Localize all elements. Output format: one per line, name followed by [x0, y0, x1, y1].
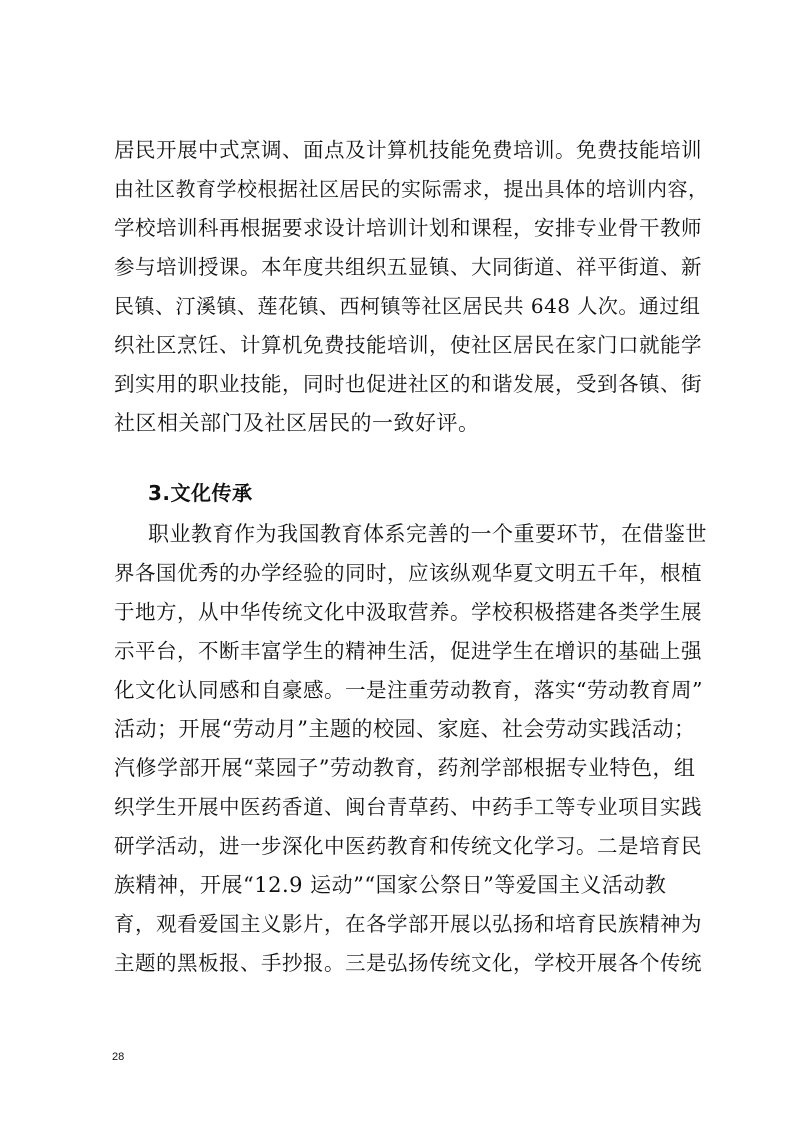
page-number: 28: [112, 1051, 125, 1063]
text-line: 参与培训授课。本年度共组织五显镇、大同街道、祥平街道、新: [114, 255, 702, 279]
text-line: 由社区教育学校根据社区居民的实际需求，提出具体的培训内容，: [114, 177, 709, 201]
text-line: 于地方，从中华传统文化中汲取营养。学校积极搭建各类学生展: [114, 600, 702, 624]
text-line: 示平台，不断丰富学生的精神生活，促进学生在增识的基础上强: [114, 639, 702, 663]
text-line: 学校培训科再根据要求设计培训计划和课程，安排专业骨干教师: [114, 216, 702, 240]
text-line: 研学活动，进一步深化中医药教育和传统文化学习。二是培育民: [114, 834, 702, 858]
text-line: 育，观看爱国主义影片，在各学部开展以弘扬和培育民族精神为: [114, 912, 702, 936]
text-line: 汽修学部开展“菜园子”劳动教育，药剂学部根据专业特色，组: [114, 756, 696, 780]
text-line: 化文化认同感和自豪感。一是注重劳动教育，落实“劳动教育周”: [114, 678, 703, 702]
text-line: 界各国优秀的办学经验的同时，应该纵观华夏文明五千年，根植: [114, 561, 702, 585]
text-line: 活动；开展“劳动月”主题的校园、家庭、社会劳动实践活动；: [114, 717, 696, 741]
text-line: 织社区烹饪、计算机免费技能培训，使社区居民在家门口就能学: [114, 333, 702, 357]
text-line: 到实用的职业技能，同时也促进社区的和谐发展，受到各镇、街: [114, 372, 702, 396]
section-heading: 3.文化传承: [148, 481, 253, 505]
text-line: 民镇、汀溪镇、莲花镇、西柯镇等社区居民共 648 人次。通过组: [114, 294, 701, 318]
text-line: 居民开展中式烹调、面点及计算机技能免费培训。免费技能培训: [114, 138, 702, 162]
text-line: 职业教育作为我国教育体系完善的一个重要环节，在借鉴世: [148, 522, 707, 546]
text-line: 主题的黑板报、手抄报。三是弘扬传统文化，学校开展各个传统: [114, 951, 702, 975]
text-line: 社区相关部门及社区居民的一致好评。: [114, 411, 480, 435]
text-line: 织学生开展中医药香道、闽台青草药、中药手工等专业项目实践: [114, 795, 702, 819]
text-line: 族精神，开展“12.9 运动”“国家公祭日”等爱国主义活动教: [114, 873, 667, 897]
